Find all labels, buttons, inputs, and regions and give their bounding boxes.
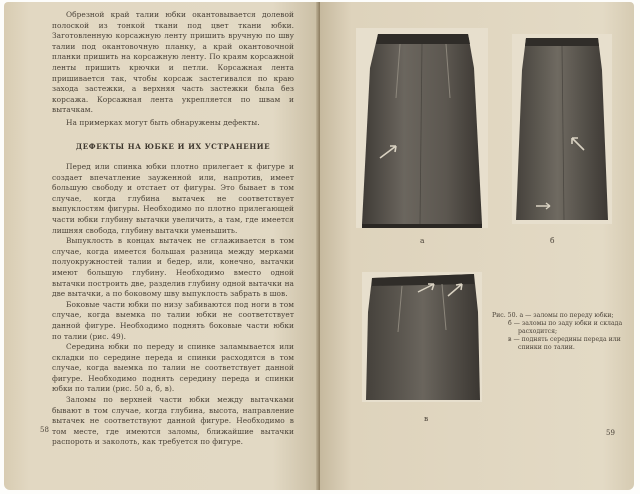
heading-text: ДЕФЕКТЫ НА ЮБКЕ И ИХ УСТРАНЕНИЕ bbox=[75, 142, 271, 151]
paragraph-top: Обрезной край талии юбки окантовывается долевой полоской из тонкой ткани под цвет ткани юбки. Заготовленную корсажную ленту пришить вручную по шву талии под окантовочную планку, а край окантовочной планки пришить на корсажную ленту. По краям корсажной ленты пришить крючки и петли. Корсажная лента пришивается так, чтобы корсаж застегивался по краю захода застежки, а верхняя часть застежки была без корсажа. Корсажная лента укрепляется по швам и вытачкам. bbox=[52, 10, 294, 115]
page-number-left: 58 bbox=[40, 426, 49, 434]
paragraph: Перед или спинка юбки плотно прилегает к фигуре и создает впечатление зауженной или, напротив, имеет большую свободу и отстает от фигуры. Это бывает в том случае, когда глубина вытачек не соответствует выпуклостям фигуры. Необходимо по плотно прилегающей части юбки глубину вытачки увеличить, а там, где имеется лишняя свобода, глубину вытачки уменьшить. bbox=[52, 162, 294, 235]
right-page bbox=[320, 2, 634, 490]
skirt-photo-v bbox=[362, 272, 482, 402]
paragraph: Заломы по верхней части юбки между вытачками бывают в том случае, когда глубина, высота, направление вытачек не соответствуют данной фигуре. Необходимо в том месте, где имеются заломы, ближайшие вытачки распороть и заколоть, как требуется по фигуре. bbox=[52, 395, 294, 447]
photo-label-a: а bbox=[420, 236, 425, 245]
intro-line: На примерках могут быть обнаружены дефекты. bbox=[66, 118, 260, 127]
intro-line-block bbox=[52, 118, 294, 129]
top-paragraph-block bbox=[52, 10, 294, 116]
caption-b: б — заломы по заду юбки и склада расходится; bbox=[508, 320, 623, 335]
caption-v: в — поднять середины переда или спинки по талии. bbox=[508, 336, 621, 351]
section-heading bbox=[52, 142, 294, 151]
paragraph: Выпуклость в концах вытачек не сглаживается в том случае, когда имеется большая разница между мерками полуокружностей талии и бедер, или, конечно, вытачки имеют большую глубину. Необходимо вместо одной вытачки построить две, разделив глубину одной вытачки на две вытачки, а по боковому шву выпуклость забрать в шов. bbox=[52, 236, 294, 299]
paragraph: Середина юбки по переду и спинке заламывается или складки по середине переда и спинки расходятся в том случае, когда выемка по талии не соответствует данной фигуре. Необходимо поднять середину переда и спинки юбки по талии (рис. 50 а, б, в). bbox=[52, 342, 294, 394]
photo-label-v: в bbox=[424, 414, 429, 423]
skirt-photo-a bbox=[356, 28, 488, 228]
paragraph: Боковые части юбки по низу забиваются под ноги в том случае, когда выемка по талии юбки не соответствует данной фигуре. Необходимо поднять боковые части юбки по талии (рис. 49). bbox=[52, 299, 294, 341]
main-text-block bbox=[52, 162, 294, 448]
left-page bbox=[4, 2, 320, 490]
figure-caption bbox=[492, 312, 624, 352]
caption-title: Рис. 50. а — заломы по переду юбки; bbox=[492, 312, 614, 319]
skirt-photo-b bbox=[512, 34, 612, 224]
page-number-right: 59 bbox=[606, 429, 615, 437]
photo-label-b: б bbox=[550, 236, 555, 245]
